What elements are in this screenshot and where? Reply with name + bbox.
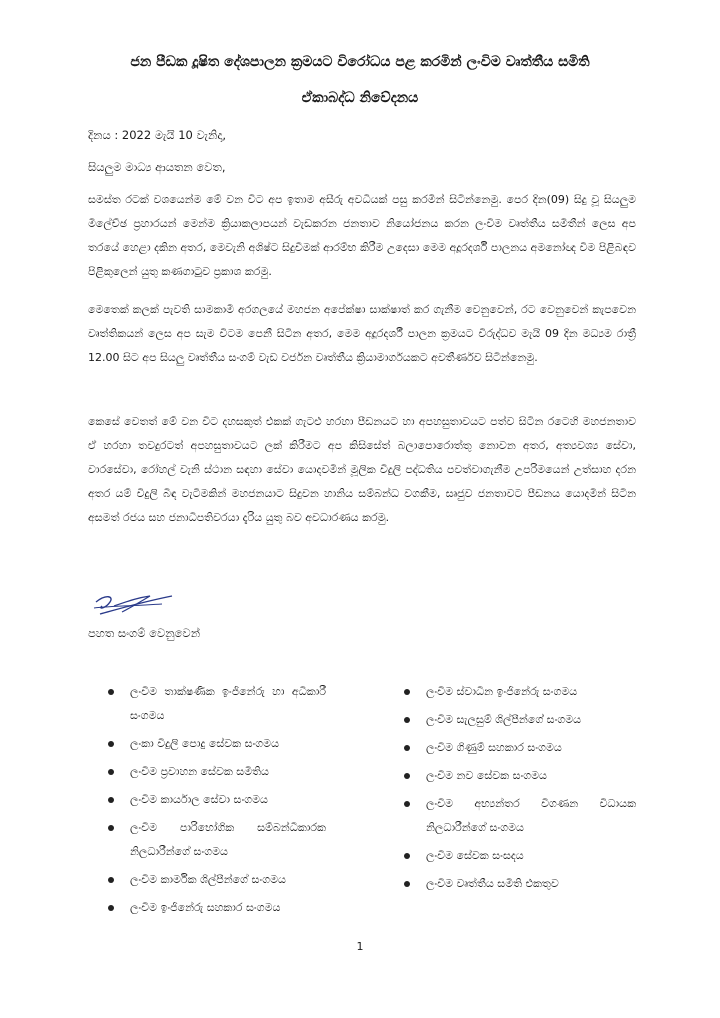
list-item: ලංවිම සැලසුම් ශිල්පීන්ගේ සංගමය (400, 708, 636, 732)
list-item: ලංවිම තාක්ෂණික ඉංජිනේරු හා අධිකාරී සංගමය (104, 680, 326, 728)
paragraph-1: සමස්ත රටක් වශයෙන්ම මේ වන විට අප ඉතාම අසීරු අවධියක් පසු කරමින් සිටින්නෙමු. පෙර දින(09) සිදු වූ සියලුම මිලේච්ඡ ප්‍රහාරයන් මෙන්ම ක්‍රියාකලාපයන් වැඩකරන ජනතාව නියෝජනය කරන ලංවිම වෘත්තීය සමිතීන් ලෙස අප තරයේ හෙළා දකින අතර, මෙවැනි අශිෂ්ට සිදුවීමක් ආරම්භ කිරීම උදෙසා මෙම අදූරදර්ශී පාලනය අමනෝඥ වීම පිළිබඳව පිළිකුලෙන් යුතු කණගාටුව ප්‍රකාශ කරමු. (88, 193, 636, 278)
list-item: ලංවිම පාරිභෝගික සම්බන්ධීකාරක නිලධාරීන්ගේ සංගමය (104, 816, 326, 864)
list-item: ලංකා විදුලි පොදු සේවක සංගමය (104, 732, 326, 756)
salutation: සියලුම මාධ්‍ය ආයතන වෙත, (88, 160, 226, 174)
list-item: ලංවිම වෘත්තීය සමිති එකතුව (400, 872, 636, 896)
list-item: ලංවිම ස්වාධීන ඉංජිනේරු සංගමය (400, 680, 636, 704)
document-title: ජන පීඩක දූෂිත දේශපාලන ක්‍රමයට විරෝධය පළ කරමින් ලංවිම වෘත්තීය සමිති (130, 54, 590, 70)
paragraph-3: කෙසේ වෙතත් මේ වන විට දහසකුත් එකක් ගැටළු හරහා පීඩනයට හා අපහසුතාවයට පත්ව සිටින රටෙහි මහජනතාව ඒ හරහා තවදුරටත් අපහසුතාවයට ලක් කිරීමට අප කිසිසේත් බලාපොරොත්තු නොවන අතර, අත්‍යවශ්‍ය සේවා, වාරසේවා, රෝහල් වැනි ස්ථාන සඳහා සේවා යොදවමින් මූලික විදුලි පද්ධතිය පවත්වාගැනීම උපරිමයෙන් උත්සාහ දරන අතර යම් විදුලි බිඳ වැටීමකින් මහජනයාට සිදුවන හානිය සම්බන්ධ වගකීම, සෘජුව ජනතාවට පීඩනය යොදමින් සිටින අසමත් රජය සහ ජනාධිපතිවරයා දැරිය යුතු බව අවධාරණය කරමු. (88, 415, 636, 524)
list-item: ලංවිම ඉංජිනේරු සහකාර සංගමය (104, 896, 326, 920)
list-item: ලංවිම කාර්මික ශිල්පීන්ගේ සංගමය (104, 868, 326, 892)
list-item: ලංවිම සේවක සංසදය (400, 844, 636, 868)
list-item: ලංවිම ප්‍රවාහන සේවක සමිතිය (104, 760, 326, 784)
list-item: ලංවිම නව සේවක සංගමය (400, 764, 636, 788)
left-union-list (104, 680, 326, 924)
document-subtitle: ඒකාබද්ධ නිවේදනය (301, 90, 419, 106)
list-item: ලංවිම කාර්යාල සේවා සංගමය (104, 788, 326, 812)
right-union-list (400, 680, 636, 900)
paragraph-2: මෙතෙක් කලක් පැවති සාමකාමී අරගලයේ මහජන අපේක්ෂා සාක්ෂාත් කර ගැනීම වෙනුවෙන්, රට වෙනුවෙන් කැපවෙන වෘත්තිකයන් ලෙස අප සැම විටම පෙනී සිටින අතර, මෙම අදූරදර්ශී පාලන ක්‍රමයට විරුද්ධව මැයි 09 දින මධ්‍යම රාත්‍රී 12.00 සිට අප සියලු වෘත්තීය සංගම් වැඩ වර්ජන වෘත්තීය ක්‍රියාමාර්ගයකට අවතීර්ණව සිටින්නෙමු. (88, 303, 636, 364)
signoff: පහත සංගම් වෙනුවෙන් (88, 626, 201, 640)
list-item: ලංවිම අභ්‍යන්තර විගණන විධායක නිලධාරීන්ගේ සංගමය (400, 792, 636, 840)
page-number: 1 (356, 940, 364, 953)
list-item: ලංවිම ගිණුම් සහකාර සංගමය (400, 736, 636, 760)
signature (92, 588, 178, 622)
date-line: දිනය : 2022 මැයි 10 වැනිදා, (88, 128, 227, 142)
